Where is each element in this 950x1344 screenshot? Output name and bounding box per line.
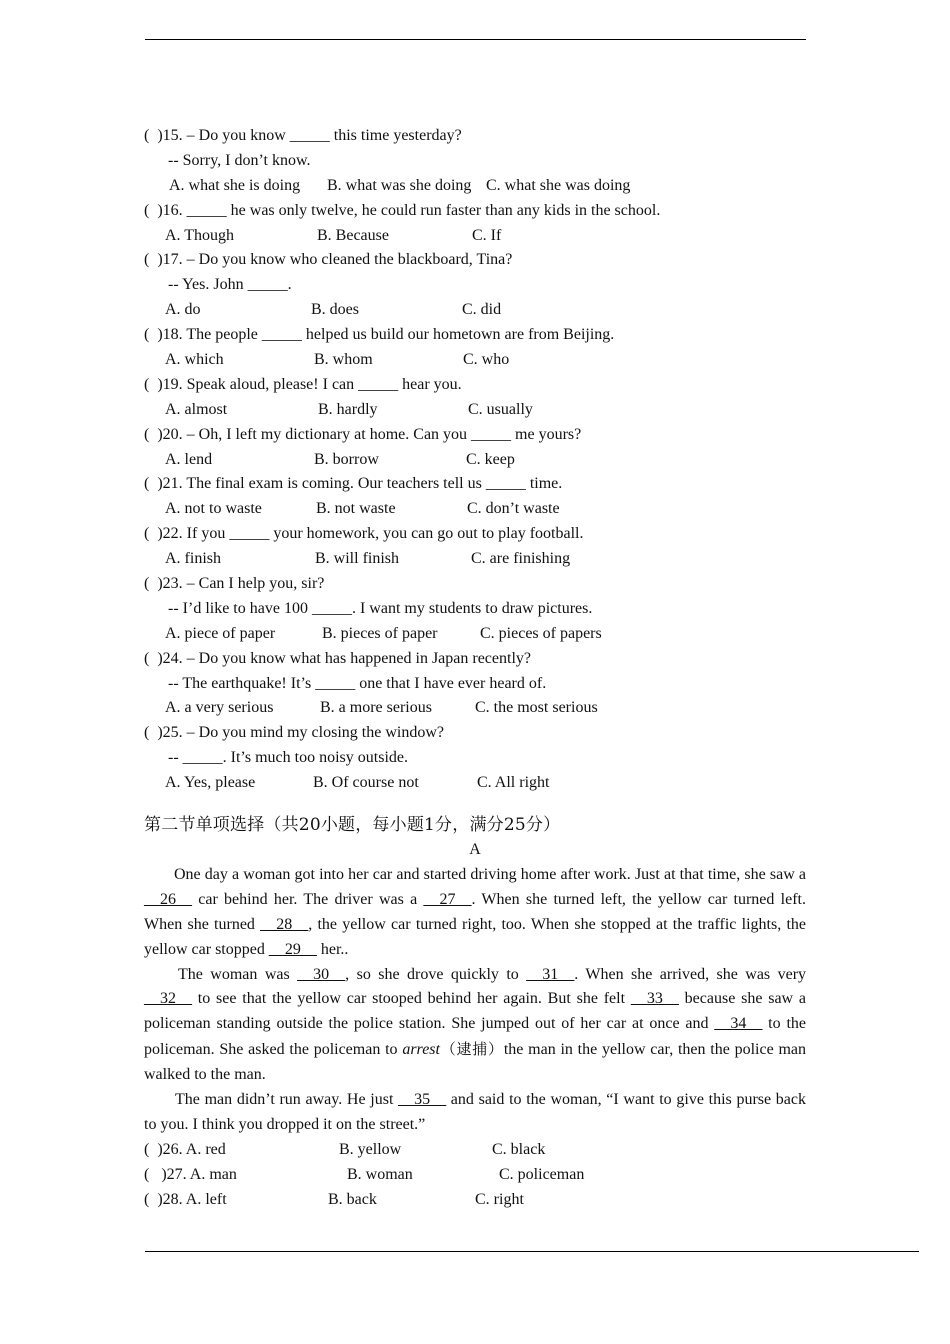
- option-b[interactable]: B. not waste: [316, 500, 396, 518]
- option-a[interactable]: A. a very serious: [165, 699, 274, 717]
- options-row: [144, 622, 806, 647]
- question-15: [144, 124, 806, 199]
- option-c[interactable]: C. did: [462, 301, 502, 319]
- blank-28[interactable]: __28__: [260, 915, 309, 933]
- question-22: [144, 522, 806, 572]
- option-c[interactable]: C. policeman: [499, 1165, 585, 1183]
- option-a[interactable]: A. which: [165, 351, 224, 369]
- question-stem: ( )21. The final exam is coming. Our teachers tell us _____ time.: [144, 475, 563, 493]
- chinese-gloss: （逮捕）: [439, 1040, 504, 1059]
- question-16: [144, 199, 806, 249]
- option-a[interactable]: A. do: [165, 301, 201, 319]
- question-stem: ( )20. – Oh, I left my dictionary at home. Can you _____ me yours?: [144, 425, 582, 443]
- question-23: [144, 572, 806, 647]
- option-c[interactable]: C. keep: [466, 450, 515, 468]
- question-17: [144, 248, 806, 323]
- question-28: [144, 1188, 806, 1213]
- option-a[interactable]: A. almost: [165, 400, 228, 418]
- options-row: [144, 448, 806, 473]
- question-reply: -- Sorry, I don’t know.: [168, 151, 311, 169]
- question-reply: -- I’d like to have 100 _____. I want my students to draw pictures.: [168, 599, 593, 617]
- option-b[interactable]: B. borrow: [314, 450, 379, 468]
- options-row: [144, 497, 806, 522]
- options-row: [144, 174, 806, 199]
- options-row: [144, 224, 806, 249]
- question-24: [144, 647, 806, 722]
- option-c[interactable]: C. what she was doing: [486, 176, 631, 194]
- option-a[interactable]: A. what she is doing: [169, 176, 301, 194]
- question-stem: ( )17. – Do you know who cleaned the blackboard, Tina?: [144, 251, 513, 269]
- question-stem: ( )18. The people _____ helped us build our hometown are from Beijing.: [144, 326, 615, 344]
- passage-label: A: [469, 841, 481, 859]
- passage-paragraph-3: The man didn’t run away. He just __35__ and said to the woman, “I want to give this purse back to you. I think you dropped it on the street.”: [144, 1091, 806, 1133]
- blank-32[interactable]: __32__: [144, 990, 192, 1008]
- option-b[interactable]: B. pieces of paper: [322, 624, 438, 642]
- option-c[interactable]: C. All right: [477, 774, 550, 792]
- option-b[interactable]: B. whom: [314, 351, 373, 369]
- option-b[interactable]: B. what was she doing: [327, 176, 472, 194]
- question-stem: ( )24. – Do you know what has happened in Japan recently?: [144, 649, 531, 667]
- options-row: [144, 547, 806, 572]
- header-rule: [145, 39, 806, 40]
- question-reply: -- Yes. John _____.: [168, 276, 292, 294]
- option-b[interactable]: B. Because: [317, 226, 389, 244]
- question-stem: ( )23. – Can I help you, sir?: [144, 575, 325, 593]
- option-b[interactable]: B. hardly: [318, 400, 378, 418]
- footer-rule: [145, 1251, 919, 1252]
- question-stem: ( )19. Speak aloud, please! I can _____ hear you.: [144, 375, 462, 393]
- question-21: [144, 472, 806, 522]
- option-a[interactable]: ( )26. A. red: [144, 1140, 226, 1158]
- passage-paragraph-2: The woman was __30__, so she drove quickly to __31__. When she arrived, she was very __32__ to see that the yellow car stooped behind her again. But she felt __33__ because she saw a policeman standing outside the police station. She jumped out of her car at once and __34__ to the policeman. She asked the policeman to arrest（逮捕）the man in the yellow car, then the police man walked to the man.: [144, 965, 807, 1084]
- question-reply: -- The earthquake! It’s _____ one that I have ever heard of.: [168, 674, 547, 692]
- option-c[interactable]: C. are finishing: [471, 550, 571, 568]
- blank-30[interactable]: __30__: [297, 965, 346, 983]
- option-a[interactable]: ( )28. A. left: [144, 1190, 227, 1208]
- question-27: [144, 1163, 806, 1188]
- blank-35[interactable]: __35__: [398, 1091, 447, 1109]
- blank-34[interactable]: __34__: [714, 1015, 763, 1033]
- question-stem: ( )15. – Do you know _____ this time yesterday?: [144, 127, 462, 144]
- option-a[interactable]: A. Yes, please: [165, 774, 256, 792]
- passage-paragraph-1: One day a woman got into her car and started driving home after work. Just at that time, she saw a __26__ car behind her. The driver was a __27__. When she turned left, the yellow car turned left. When she turned __28__, the yellow car turned right, too. When she stopped at the traffic lights, the yellow car stopped __29__ her..: [144, 865, 807, 958]
- option-b[interactable]: B. yellow: [339, 1140, 402, 1158]
- option-c[interactable]: C. who: [463, 351, 510, 369]
- blank-33[interactable]: __33__: [630, 990, 679, 1008]
- option-b[interactable]: B. will finish: [315, 550, 400, 568]
- question-20: [144, 423, 806, 473]
- options-row: [144, 398, 806, 423]
- question-26: [144, 1138, 806, 1163]
- question-25: [144, 721, 806, 796]
- section-title: 第二节单项选择（共20小题，每小题1分，满分25分）: [144, 815, 561, 836]
- worksheet-content: [144, 124, 806, 1213]
- option-c[interactable]: C. right: [475, 1190, 524, 1208]
- question-stem: ( )22. If you _____ your homework, you can go out to play football.: [144, 525, 584, 543]
- question-stem: ( )25. – Do you mind my closing the window?: [144, 724, 444, 742]
- option-b[interactable]: B. does: [311, 301, 359, 319]
- blank-29[interactable]: __29__: [268, 940, 317, 958]
- option-b[interactable]: B. Of course not: [313, 774, 419, 792]
- option-a[interactable]: A. not to waste: [165, 500, 262, 518]
- option-b[interactable]: B. back: [328, 1190, 377, 1208]
- blank-31[interactable]: __31__: [526, 965, 575, 983]
- option-a[interactable]: ( )27. A. man: [144, 1165, 237, 1183]
- question-18: [144, 323, 806, 373]
- option-b[interactable]: B. woman: [347, 1165, 413, 1183]
- option-a[interactable]: A. piece of paper: [165, 624, 276, 642]
- question-stem: ( )16. _____ he was only twelve, he could run faster than any kids in the school.: [144, 201, 661, 219]
- question-19: [144, 373, 806, 423]
- options-row: [144, 696, 806, 721]
- option-c[interactable]: C. If: [472, 226, 502, 244]
- option-a[interactable]: A. Though: [165, 226, 235, 244]
- options-row: [144, 348, 806, 373]
- option-a[interactable]: A. finish: [165, 550, 221, 568]
- blank-26[interactable]: __26__: [144, 890, 192, 908]
- options-row: [144, 298, 806, 323]
- question-reply: -- _____. It’s much too noisy outside.: [168, 749, 408, 767]
- option-c[interactable]: C. usually: [468, 400, 533, 418]
- option-b[interactable]: B. a more serious: [320, 699, 432, 717]
- option-c[interactable]: C. don’t waste: [467, 500, 560, 518]
- option-c[interactable]: C. black: [492, 1140, 546, 1158]
- options-row: [144, 771, 806, 796]
- arrest-word: arrest: [402, 1041, 440, 1059]
- option-a[interactable]: A. lend: [165, 450, 213, 468]
- option-c[interactable]: C. the most serious: [475, 699, 598, 717]
- blank-27[interactable]: __27__: [423, 890, 472, 908]
- option-c[interactable]: C. pieces of papers: [480, 624, 602, 642]
